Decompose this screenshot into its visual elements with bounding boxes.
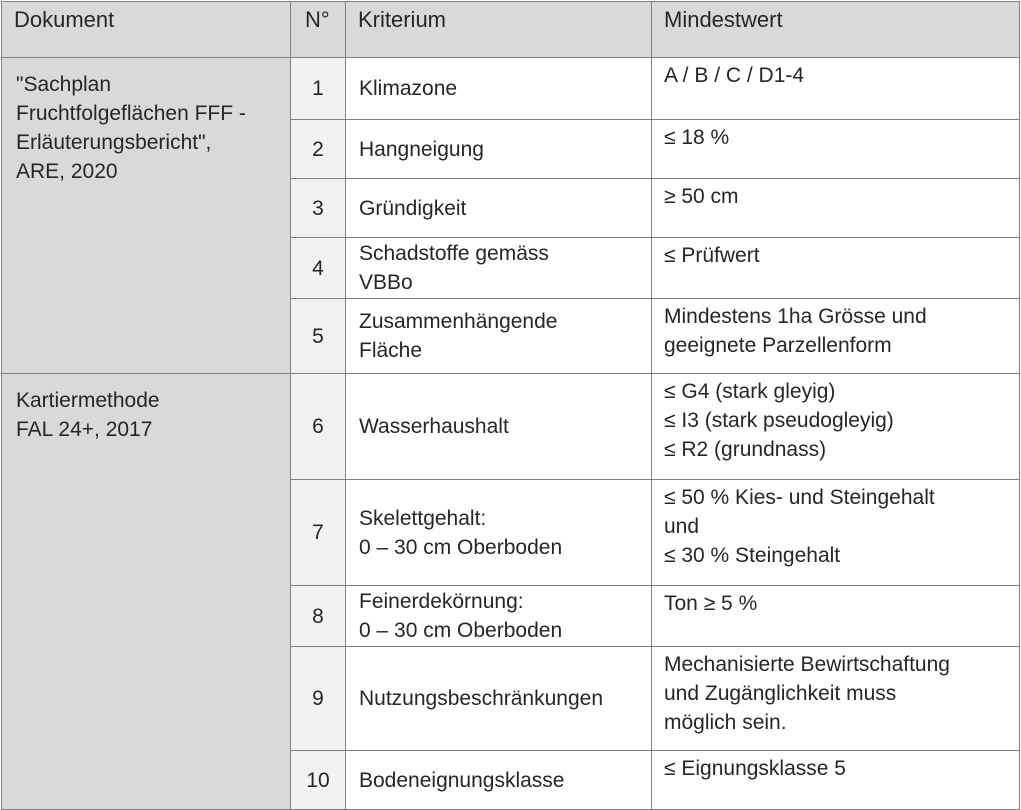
nr-cell: 10 [291,751,346,810]
criteria-table [1,1,1020,810]
table-row [2,374,1020,480]
mindestwert-cell: ≤ G4 (stark gleyig) ≤ I3 (stark pseudogleyig) ≤ R2 (grundnass) [652,374,1020,480]
mindestwert-cell: ≥ 50 cm [652,179,1020,238]
dokument-cell-sachplan: "Sachplan Fruchtfolgeflächen FFF - Erläuterungsbericht", ARE, 2020 [2,58,291,374]
mindestwert-cell: Mindestens 1ha Grösse und geeignete Parzellenform [652,299,1020,374]
nr-cell: 8 [291,586,346,647]
nr-cell: 1 [291,58,346,120]
mindestwert-cell: Ton ≥ 5 % [652,586,1020,647]
header-mindestwert: Mindestwert [652,2,1020,58]
kriterium-cell: Skelettgehalt: 0 – 30 cm Oberboden [346,480,652,586]
kriterium-cell: Bodeneignungsklasse [346,751,652,810]
mindestwert-cell: ≤ 50 % Kies- und Steingehalt und ≤ 30 % Steingehalt [652,480,1020,586]
nr-cell: 2 [291,120,346,179]
kriterium-cell: Hangneigung [346,120,652,179]
nr-cell: 6 [291,374,346,480]
header-row [2,2,1020,58]
header-dokument: Dokument [2,2,291,58]
nr-cell: 7 [291,480,346,586]
mindestwert-cell: A / B / C / D1-4 [652,58,1020,120]
kriterium-cell: Feinerdekörnung: 0 – 30 cm Oberboden [346,586,652,647]
kriterium-cell: Nutzungsbeschränkungen [346,647,652,751]
nr-cell: 3 [291,179,346,238]
dokument-cell-kartiermethode: Kartiermethode FAL 24+, 2017 [2,374,291,810]
mindestwert-cell: ≤ Eignungsklasse 5 [652,751,1020,810]
kriterium-cell: Zusammenhängende Fläche [346,299,652,374]
kriterium-cell: Klimazone [346,58,652,120]
kriterium-cell: Schadstoffe gemäss VBBo [346,238,652,299]
kriterium-cell: Gründigkeit [346,179,652,238]
nr-cell: 4 [291,238,346,299]
nr-cell: 5 [291,299,346,374]
table-row [2,58,1020,120]
nr-cell: 9 [291,647,346,751]
header-nr: N° [291,2,346,58]
header-kriterium: Kriterium [346,2,652,58]
kriterium-cell: Wasserhaushalt [346,374,652,480]
mindestwert-cell: ≤ Prüfwert [652,238,1020,299]
mindestwert-cell: ≤ 18 % [652,120,1020,179]
mindestwert-cell: Mechanisierte Bewirtschaftung und Zugänglichkeit muss möglich sein. [652,647,1020,751]
